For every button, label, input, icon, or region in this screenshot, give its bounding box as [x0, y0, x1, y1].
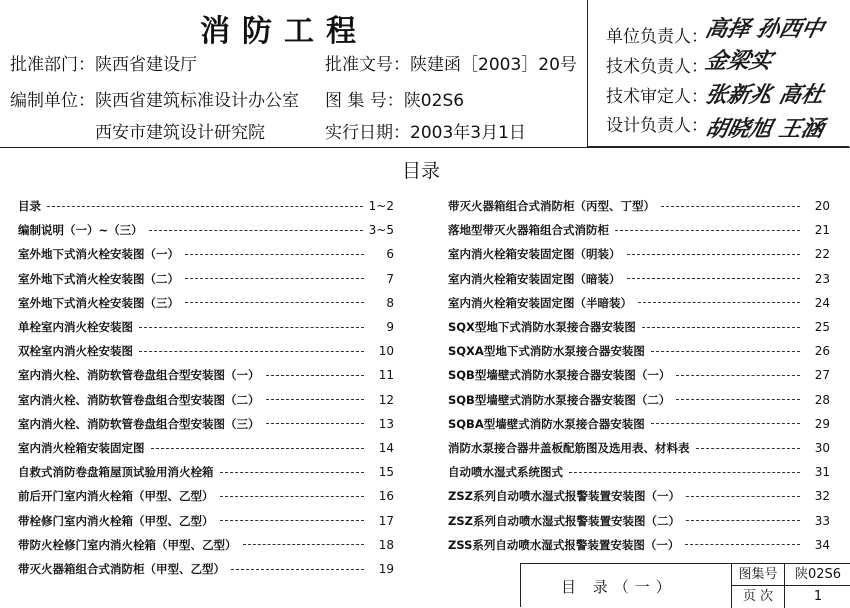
toc-entry: [448, 293, 830, 313]
compiler-value: 陕西省建筑标准设计办公室: [95, 91, 299, 111]
toc-leader-dashes: [139, 327, 364, 328]
toc-entry-page: 27: [814, 368, 830, 383]
toc-entry-title: 编制说明（一）~（三）: [18, 223, 143, 238]
toc-leader-dashes: [185, 278, 364, 279]
sheet-name: 目 录（一）: [561, 578, 677, 596]
handwritten-signature: 胡晓旭 王涵: [702, 116, 827, 142]
approval-doc-value: 陕建函［2003］20号: [410, 55, 577, 75]
toc-entry-title: ZSS系列自动喷水湿式报警装置安装图（一）: [448, 537, 680, 552]
toc-entry: [18, 244, 394, 264]
toc-leader-dashes: [638, 302, 800, 303]
compiler-secondary: 西安市建筑设计研究院: [95, 123, 265, 143]
toc-entry-title: SQBA型墙壁式消防水泵接合器安装图: [448, 416, 645, 431]
toc-entry-page: 26: [814, 344, 830, 359]
effective-date-value: 2003年3月1日: [410, 123, 526, 143]
toc-entry-page: 24: [814, 295, 830, 310]
effective-date: [325, 118, 526, 143]
toc-entry-page: 32: [814, 489, 830, 504]
toc-entry-page: 28: [814, 392, 830, 407]
approval-doc-label: 批准文号：: [325, 55, 410, 75]
toc-leader-dashes: [627, 278, 801, 279]
toc-entry-title: 双栓室内消火栓安装图: [18, 344, 133, 359]
toc-entry-page: 10: [378, 344, 394, 359]
handwritten-signature: 金梁实: [702, 48, 775, 74]
toc-leader-dashes: [220, 496, 365, 497]
toc-entry: [18, 414, 394, 434]
toc-entry-page: 20: [814, 199, 830, 213]
toc-entry-title: 室外地下式消火栓安装图（一）: [18, 247, 179, 262]
toc-entry-title: 室内消火栓箱安装固定图: [18, 441, 145, 455]
toc-entry: [18, 365, 394, 385]
toc-leader-dashes: [185, 302, 364, 303]
toc-leader-dashes: [686, 496, 800, 497]
toc-leader-dashes: [266, 399, 365, 400]
toc-leader-dashes: [231, 569, 364, 570]
toc-leader-dashes: [47, 206, 363, 207]
toc-entry-page: 21: [814, 223, 830, 238]
handwritten-signature: 张新兆 高杜: [702, 82, 827, 108]
toc-entry: [18, 486, 394, 506]
toc-entry-title: 带灭火器箱组合式消防柜（丙型、丁型）: [448, 199, 655, 213]
toc-entry: [18, 196, 394, 216]
atlas-number: [325, 86, 464, 111]
toc-entry-title: 室内消火栓箱安装固定图（明装）: [448, 247, 621, 262]
toc-heading: 目录: [402, 160, 441, 182]
toc-entry-title: 带防火栓修门室内消火栓箱（甲型、乙型）: [18, 537, 237, 552]
approving-dept: [10, 50, 197, 75]
toc-entry-title: 目录: [18, 199, 41, 213]
toc-leader-dashes: [651, 423, 800, 424]
toc-entry-page: 3~5: [368, 223, 394, 238]
toc-entry: [18, 269, 394, 289]
toc-entry-page: 8: [386, 295, 394, 310]
toc-entry: [448, 414, 830, 434]
toc-entry-title: 消防水泵接合器井盖板配筋图及选用表、材料表: [448, 441, 690, 455]
toc-leader-dashes: [243, 544, 365, 545]
toc-leader-dashes: [185, 254, 364, 255]
toc-entry: [448, 196, 830, 216]
toc-entry-page: 13: [378, 416, 394, 431]
toc-entry-page: 19: [378, 562, 394, 576]
toc-entry-page: 33: [814, 513, 830, 528]
toc-entry: [448, 365, 830, 385]
toc-entry-title: 落地型带灭火器箱组合式消防柜: [448, 223, 609, 238]
toc-entry-page: 6: [386, 247, 394, 262]
toc-entry-page: 18: [378, 537, 394, 552]
toc-leader-dashes: [220, 472, 365, 473]
toc-entry-page: 25: [814, 320, 830, 334]
atlas-number-value: 陕02S6: [403, 91, 465, 111]
signature-row-tech-reviewer: [606, 82, 708, 107]
toc-entry-page: 22: [814, 247, 830, 262]
toc-leader-dashes: [151, 448, 365, 449]
toc-entry-title: SQX型地下式消防水泵接合器安装图: [448, 320, 636, 334]
toc-entry: [18, 317, 394, 337]
toc-leader-dashes: [642, 327, 800, 328]
toc-entry: [18, 341, 394, 361]
toc-entry: [18, 535, 394, 555]
approving-dept-label: 批准部门：: [10, 55, 95, 75]
atlas-number-label: 图 集 号：: [325, 91, 404, 111]
toc-leader-dashes: [569, 472, 800, 473]
toc-leader-dashes: [266, 423, 365, 424]
signature-label: 技术负责人：: [606, 57, 708, 77]
toc-entry: [18, 220, 394, 240]
toc-entry-page: 14: [378, 441, 394, 455]
toc-leader-dashes: [615, 230, 800, 231]
toc-entry: [18, 462, 394, 482]
signature-box: [587, 0, 849, 147]
divider: [0, 147, 850, 148]
toc-entry-page: 29: [814, 416, 830, 431]
toc-entry-page: 16: [378, 489, 394, 504]
toc-entry-page: 30: [814, 441, 830, 455]
toc-entry-page: 34: [814, 537, 830, 552]
toc-entry: [448, 244, 830, 264]
toc-entry-title: 室外地下式消火栓安装图（三）: [18, 295, 179, 310]
toc-entry-page: 23: [814, 271, 830, 286]
toc-entry-page: 1~2: [368, 199, 394, 213]
effective-date-label: 实行日期：: [325, 123, 410, 143]
toc-entry: [448, 390, 830, 410]
toc-entry-title: 自救式消防卷盘箱屋顶试验用消火栓箱: [18, 465, 214, 480]
toc-entry-page: 12: [378, 392, 394, 407]
toc-entry-title: SQB型墙壁式消防水泵接合器安装图（二）: [448, 392, 671, 407]
toc-entry-title: 室内消火栓、消防软管卷盘组合型安装图（三）: [18, 416, 260, 431]
toc-entry: [448, 486, 830, 506]
toc-entry-title: ZSZ系列自动喷水湿式报警装置安装图（二）: [448, 513, 680, 528]
page-title: 消防工程: [200, 14, 368, 49]
handwritten-signature: 高择 孙西中: [702, 16, 827, 42]
toc-entry: [18, 559, 394, 579]
toc-entry-page: 11: [378, 368, 394, 383]
toc-entry: [448, 317, 830, 337]
toc-entry-title: 前后开门室内消火栓箱（甲型、乙型）: [18, 489, 214, 504]
toc-leader-dashes: [627, 254, 801, 255]
toc-entry: [448, 462, 830, 482]
toc-entry: [448, 341, 830, 361]
page-label-cell: 页 次: [742, 589, 774, 604]
page-value-cell: 1: [813, 589, 823, 604]
toc-leader-dashes: [685, 544, 800, 545]
toc-entry-title: ZSZ系列自动喷水湿式报警装置安装图（一）: [448, 489, 680, 504]
toc-entry: [448, 269, 830, 289]
toc-leader-dashes: [651, 351, 800, 352]
signature-label: 设计负责人：: [606, 116, 708, 136]
toc-leader-dashes: [149, 230, 363, 231]
toc-entry-title: 室内消火栓、消防软管卷盘组合型安装图（一）: [18, 368, 260, 383]
signature-row-unit-head: [606, 22, 708, 47]
toc-leader-dashes: [661, 206, 800, 207]
toc-leader-dashes: [266, 375, 365, 376]
toc-entry: [18, 511, 394, 531]
toc-entry-title: SQXA型地下式消防水泵接合器安装图: [448, 344, 645, 359]
toc-leader-dashes: [696, 448, 801, 449]
toc-entry: [18, 293, 394, 313]
compiler-label: 编制单位：: [10, 91, 95, 111]
toc-entry-title: 室内消火栓箱安装固定图（半暗装）: [448, 295, 632, 310]
toc-entry: [18, 438, 394, 458]
toc-leader-dashes: [220, 520, 365, 521]
toc-entry-title: 单栓室内消火栓安装图: [18, 320, 133, 334]
toc-entry-page: 9: [386, 320, 394, 334]
toc-entry-title: 室内消火栓箱安装固定图（暗装）: [448, 271, 621, 286]
atlas-value-cell: 陕02S6: [794, 567, 842, 582]
toc-entry-title: 室外地下式消火栓安装图（二）: [18, 271, 179, 286]
signature-label: 单位负责人：: [606, 27, 708, 47]
approval-doc: [325, 50, 577, 75]
toc-entry: [448, 535, 830, 555]
signature-row-tech-head: [606, 52, 708, 77]
title-block: [520, 563, 850, 607]
toc-entry-page: 31: [814, 465, 830, 480]
toc-entry: [18, 390, 394, 410]
toc-entry: [448, 511, 830, 531]
toc-leader-dashes: [676, 399, 800, 400]
toc-entry-page: 15: [378, 465, 394, 480]
toc-entry-title: 带栓修门室内消火栓箱（甲型、乙型）: [18, 513, 214, 528]
toc-entry-title: 带灭火器箱组合式消防柜（甲型、乙型）: [18, 562, 225, 576]
toc-entry-title: 自动喷水湿式系统图式: [448, 465, 563, 480]
toc-leader-dashes: [139, 351, 364, 352]
approving-dept-value: 陕西省建设厅: [95, 55, 197, 75]
signature-label: 技术审定人：: [606, 87, 708, 107]
toc-entry: [448, 438, 830, 458]
toc-leader-dashes: [686, 520, 800, 521]
toc-entry-title: SQB型墙壁式消防水泵接合器安装图（一）: [448, 368, 671, 383]
compiler: [10, 86, 299, 111]
toc-entry-page: 17: [378, 513, 394, 528]
signature-row-design-head: [606, 111, 708, 136]
toc-leader-dashes: [676, 375, 800, 376]
title-block-grid: [731, 564, 850, 608]
toc-entry-page: 7: [386, 271, 394, 286]
atlas-label-cell: 图集号: [738, 567, 778, 582]
toc-entry: [448, 220, 830, 240]
toc-entry-title: 室内消火栓、消防软管卷盘组合型安装图（二）: [18, 392, 260, 407]
